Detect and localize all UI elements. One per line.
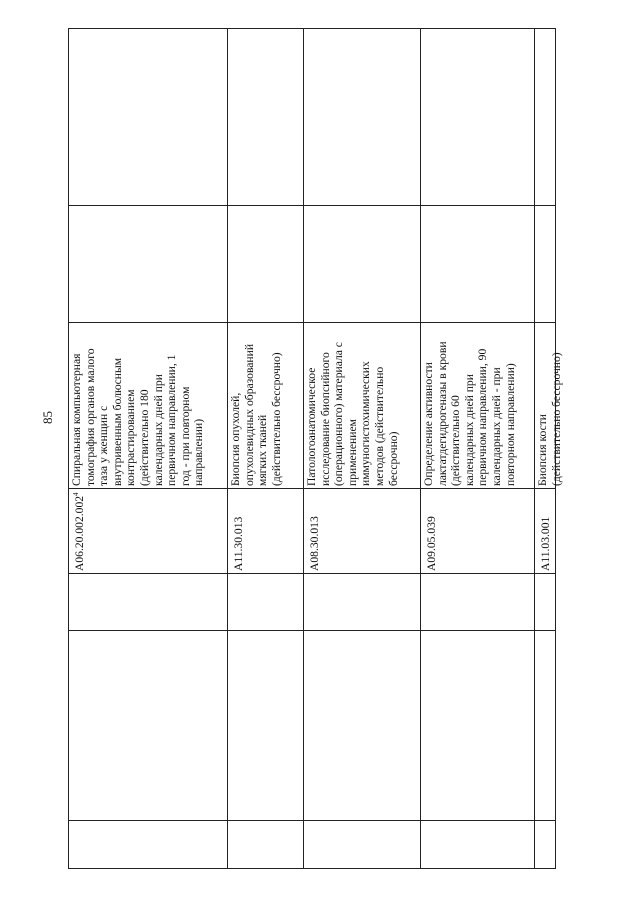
table-row xyxy=(420,28,534,869)
table-row xyxy=(227,28,303,869)
code-text: A06.20.002.002 xyxy=(72,495,86,571)
name-cell xyxy=(68,323,227,489)
services-table xyxy=(68,28,563,869)
code-cell xyxy=(68,489,227,574)
code-text: A09.05.039 xyxy=(424,516,438,571)
code-text: A08.30.013 xyxy=(307,516,321,571)
name-cell xyxy=(534,323,563,489)
code-cell xyxy=(227,489,303,574)
name-cell xyxy=(303,323,420,489)
name-text: Спиральная компьютерная томография органов малого таза у женщин с внутривенным болюсным контрастированием (действительно 180 календарных дней при первичном направлении, 1 год - при повторном направлении) xyxy=(70,348,206,486)
name-text: Биопсия кости (действительно бессрочно) xyxy=(536,352,563,486)
table-row xyxy=(68,28,227,869)
code-text: A11.03.001 xyxy=(538,516,552,571)
name-text: Патологоанатомическое исследование биопсийного (операционного) материала с применением иммуногистохимических методов (действительно бессрочно) xyxy=(305,342,400,486)
table-row xyxy=(534,28,563,869)
name-cell xyxy=(420,323,534,489)
name-cell xyxy=(227,323,303,489)
name-text: Определение активности лактатдегидрогеназы в крови (действительно 60 календарных дней при первичном направлении, 90 календарных дней - при повторном направлении) xyxy=(422,341,517,486)
page-number: 85 xyxy=(40,411,55,424)
code-text: A11.30.013 xyxy=(231,516,245,571)
name-text: Биопсия опухолей, опухолевидных образований мягких тканей (действительно бессрочно) xyxy=(229,343,283,486)
code-cell xyxy=(420,489,534,574)
code-cell xyxy=(534,489,556,574)
code-cell xyxy=(303,489,420,574)
table-row xyxy=(303,28,420,869)
code-footnote: 4 xyxy=(72,492,80,496)
